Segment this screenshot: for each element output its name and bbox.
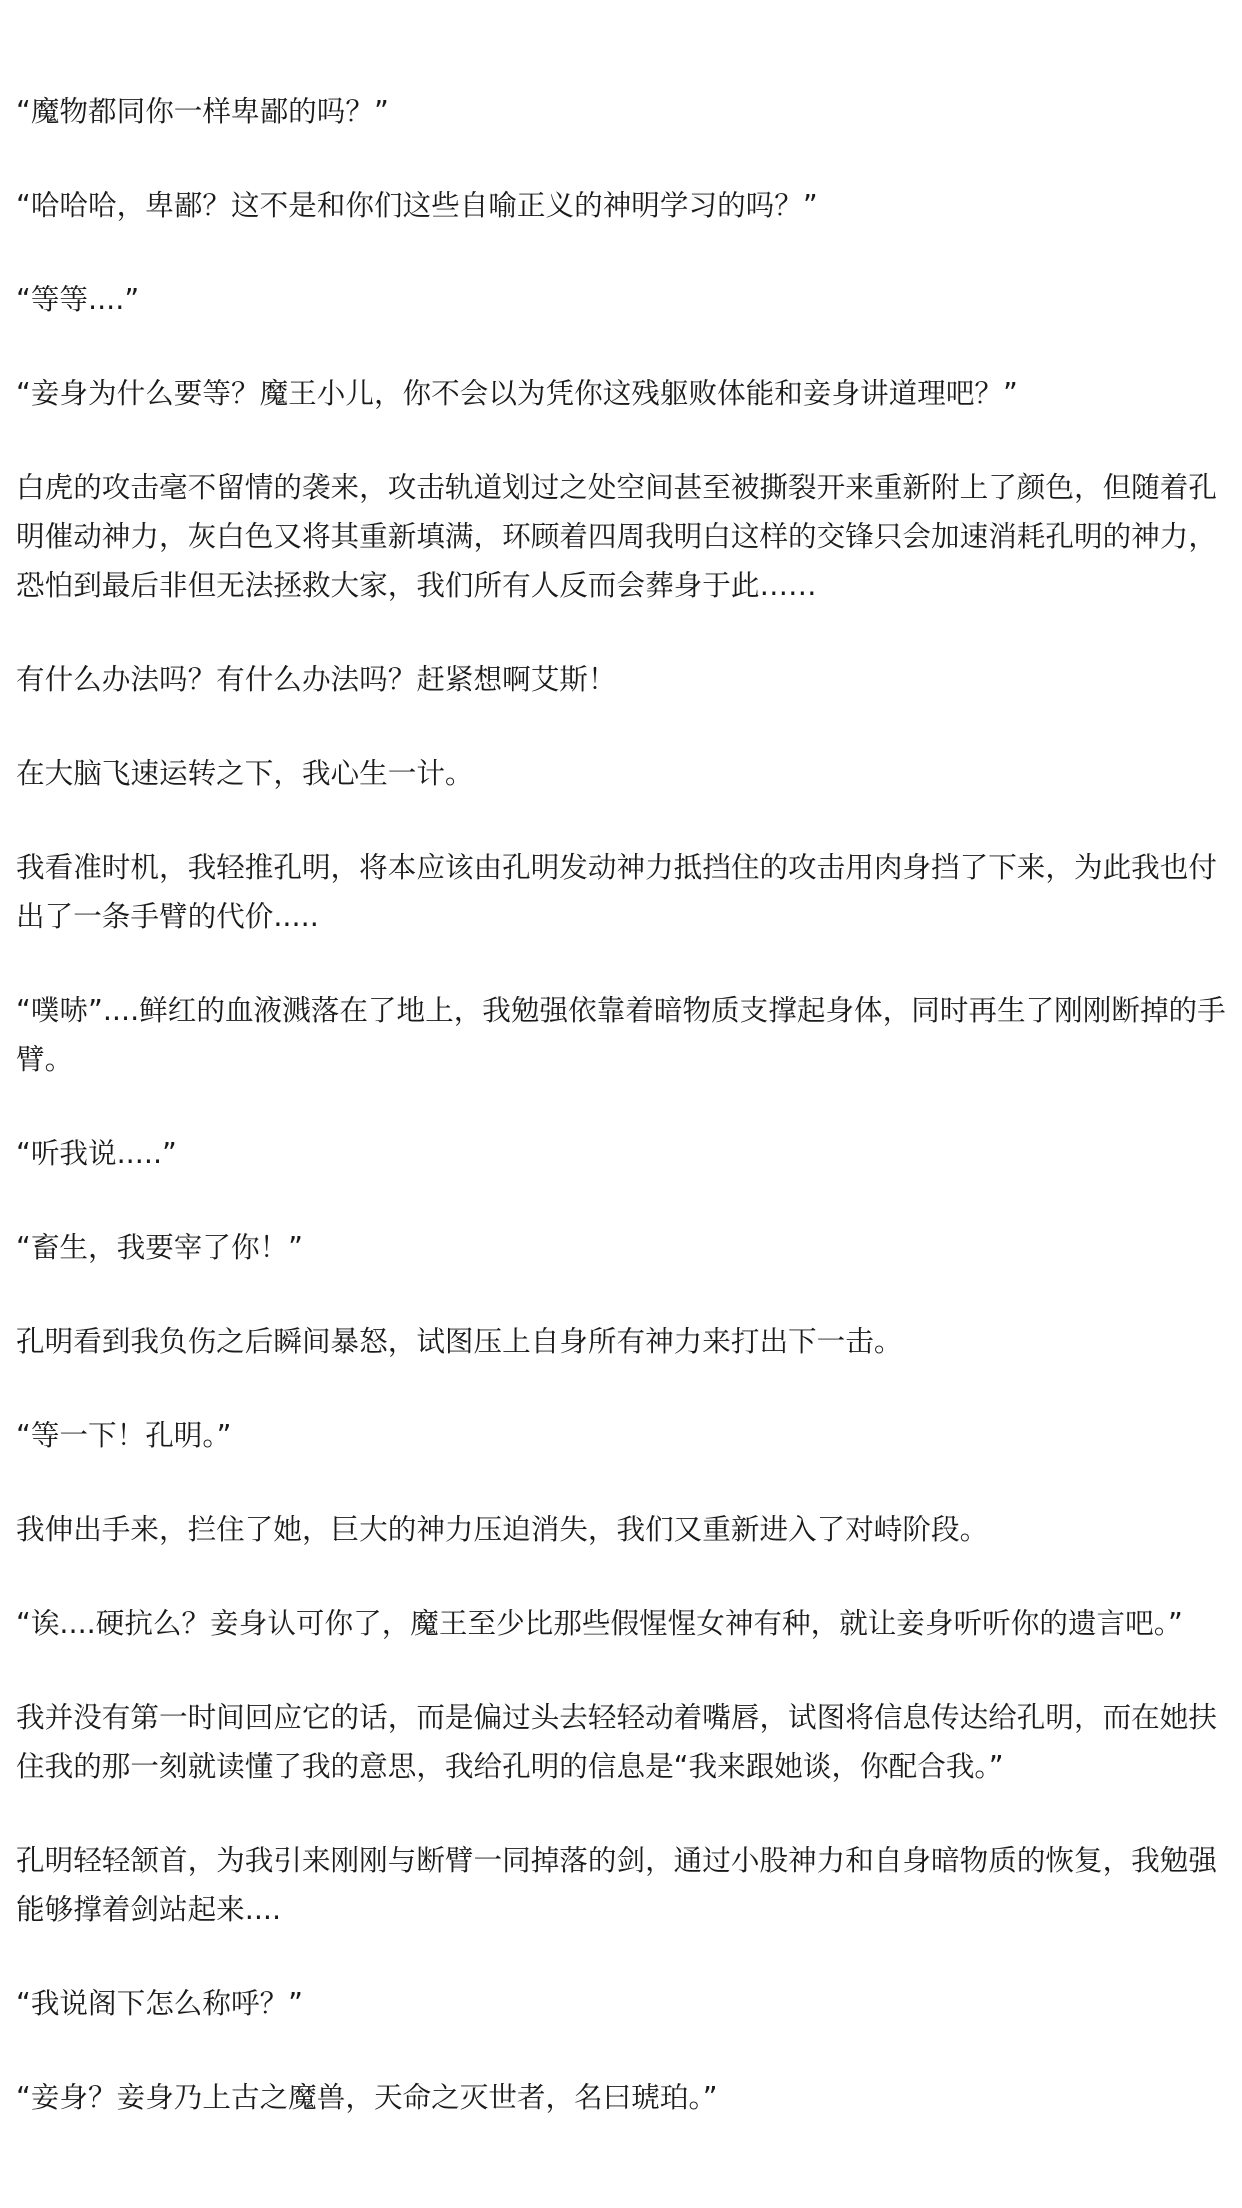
narration-paragraph: 我并没有第一时间回应它的话，而是偏过头去轻轻动着嘴唇，试图将信息传达给孔明，而在她扶住我的那一刻就读懂了我的意思，我给孔明的信息是“我来跟她谈，你配合我。”: [16, 1700, 1217, 1783]
dialogue-paragraph: “妾身为什么要等？魔王小儿，你不会以为凭你这残躯败体能和妾身讲道理吧？”: [16, 376, 1018, 410]
dialogue-paragraph: “诶....硬抗么？妾身认可你了，魔王至少比那些假惺惺女神有种，就让妾身听听你的遗言吧。”: [16, 1606, 1183, 1640]
narration-paragraph: 在大脑飞速运转之下，我心生一计。: [16, 756, 474, 790]
dialogue-paragraph: “等等....”: [16, 282, 140, 316]
dialogue-paragraph: “等一下！孔明。”: [16, 1418, 232, 1452]
dialogue-paragraph: “噗哧”....鲜红的血液溅落在了地上，我勉强依靠着暗物质支撑起身体，同时再生了刚刚断掉的手臂。: [16, 993, 1226, 1076]
narration-paragraph: 白虎的攻击毫不留情的袭来，攻击轨道划过之处空间甚至被撕裂开来重新附上了颜色，但随着孔明催动神力，灰白色又将其重新填满，环顾着四周我明白这样的交锋只会加速消耗孔明的神力，恐怕到最后非但无法拯救大家，我们所有人反而会葬身于此……: [16, 470, 1217, 602]
dialogue-paragraph: “听我说.....”: [16, 1136, 177, 1170]
narration-paragraph: 孔明看到我负伤之后瞬间暴怒，试图压上自身所有神力来打出下一击。: [16, 1324, 903, 1358]
narration-paragraph: 孔明轻轻颔首，为我引来刚刚与断臂一同掉落的剑，通过小股神力和自身暗物质的恢复，我勉强能够撑着剑站起来....: [16, 1843, 1217, 1926]
narration-paragraph: 我看准时机，我轻推孔明，将本应该由孔明发动神力抵挡住的攻击用肉身挡了下来，为此我也付出了一条手臂的代价.....: [16, 850, 1217, 933]
dialogue-paragraph: “畜生，我要宰了你！”: [16, 1230, 303, 1264]
dialogue-paragraph: “哈哈哈，卑鄙？这不是和你们这些自喻正义的神明学习的吗？”: [16, 188, 818, 222]
dialogue-paragraph: “魔物都同你一样卑鄙的吗？”: [16, 94, 389, 128]
narration-paragraph: 我伸出手来，拦住了她，巨大的神力压迫消失，我们又重新进入了对峙阶段。: [16, 1512, 989, 1546]
dialogue-paragraph: “妾身？妾身乃上古之魔兽，天命之灭世者，名曰琥珀。”: [16, 2080, 718, 2114]
dialogue-paragraph: “我说阁下怎么称呼？”: [16, 1986, 303, 2020]
narration-paragraph: 有什么办法吗？有什么办法吗？赶紧想啊艾斯！: [16, 662, 617, 696]
